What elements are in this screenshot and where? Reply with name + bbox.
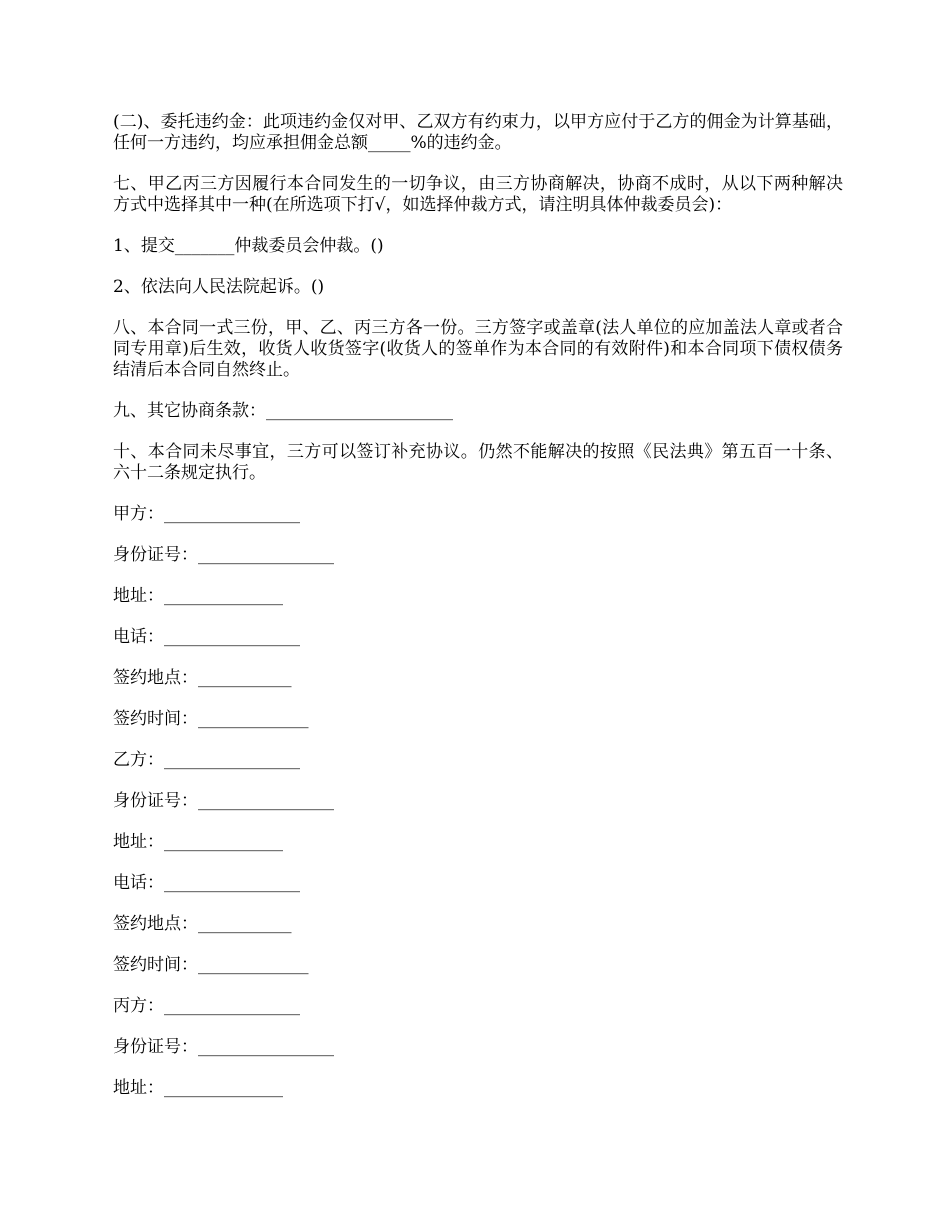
- party-a-phone: 电话：________________: [113, 627, 300, 647]
- party-b-address: 地址：______________: [113, 832, 283, 852]
- party-c-section: [113, 996, 843, 1099]
- party-a-name: 甲方：________________: [113, 504, 300, 524]
- party-c-name: 丙方：________________: [113, 996, 300, 1016]
- party-a-section: [113, 504, 843, 730]
- option-litigation: 2、依法向人民法院起诉。(): [113, 277, 325, 297]
- clause-dispute-resolution: 七、甲乙丙三方因履行本合同发生的一切争议，由三方协商解决，协商不成时，从以下两种解决方式中选择其中一种(在所选项下打√，如选择仲裁方式，请注明具体仲裁委员会)：: [113, 174, 843, 215]
- document-page: [113, 112, 843, 1119]
- option-arbitration: 1、提交_______仲裁委员会仲裁。(): [113, 236, 384, 256]
- party-c-id-number: 身份证号：________________: [113, 1037, 334, 1057]
- clause-other-terms: 九、其它协商条款：______________________: [113, 401, 453, 421]
- clause-liquidated-damages: (二)、委托违约金：此项违约金仅对甲、乙双方有约束力，以甲方应付于乙方的佣金为计算基础，任何一方违约，均应承担佣金总额_____%的违约金。: [113, 112, 843, 153]
- party-a-id-number: 身份证号：________________: [113, 545, 334, 565]
- party-b-sign-place: 签约地点：___________: [113, 914, 292, 934]
- party-b-sign-time: 签约时间：_____________: [113, 955, 309, 975]
- clause-copies-effectiveness: 八、本合同一式三份，甲、乙、丙三方各一份。三方签字或盖章(法人单位的应加盖法人章或者合同专用章)后生效，收货人收货签字(收货人的签单作为本合同的有效附件)和本合同项下债权债务结清后本合同自然终止。: [113, 318, 843, 380]
- party-a-address: 地址：______________: [113, 586, 283, 606]
- party-a-sign-time: 签约时间：_____________: [113, 709, 309, 729]
- party-c-address: 地址：______________: [113, 1078, 283, 1098]
- party-b-name: 乙方：________________: [113, 750, 300, 770]
- clause-supplementary: 十、本合同未尽事宜，三方可以签订补充协议。仍然不能解决的按照《民法典》第五百一十条、六十二条规定执行。: [113, 442, 843, 483]
- party-a-sign-place: 签约地点：___________: [113, 668, 292, 688]
- party-b-id-number: 身份证号：________________: [113, 791, 334, 811]
- party-b-section: [113, 750, 843, 976]
- party-b-phone: 电话：________________: [113, 873, 300, 893]
